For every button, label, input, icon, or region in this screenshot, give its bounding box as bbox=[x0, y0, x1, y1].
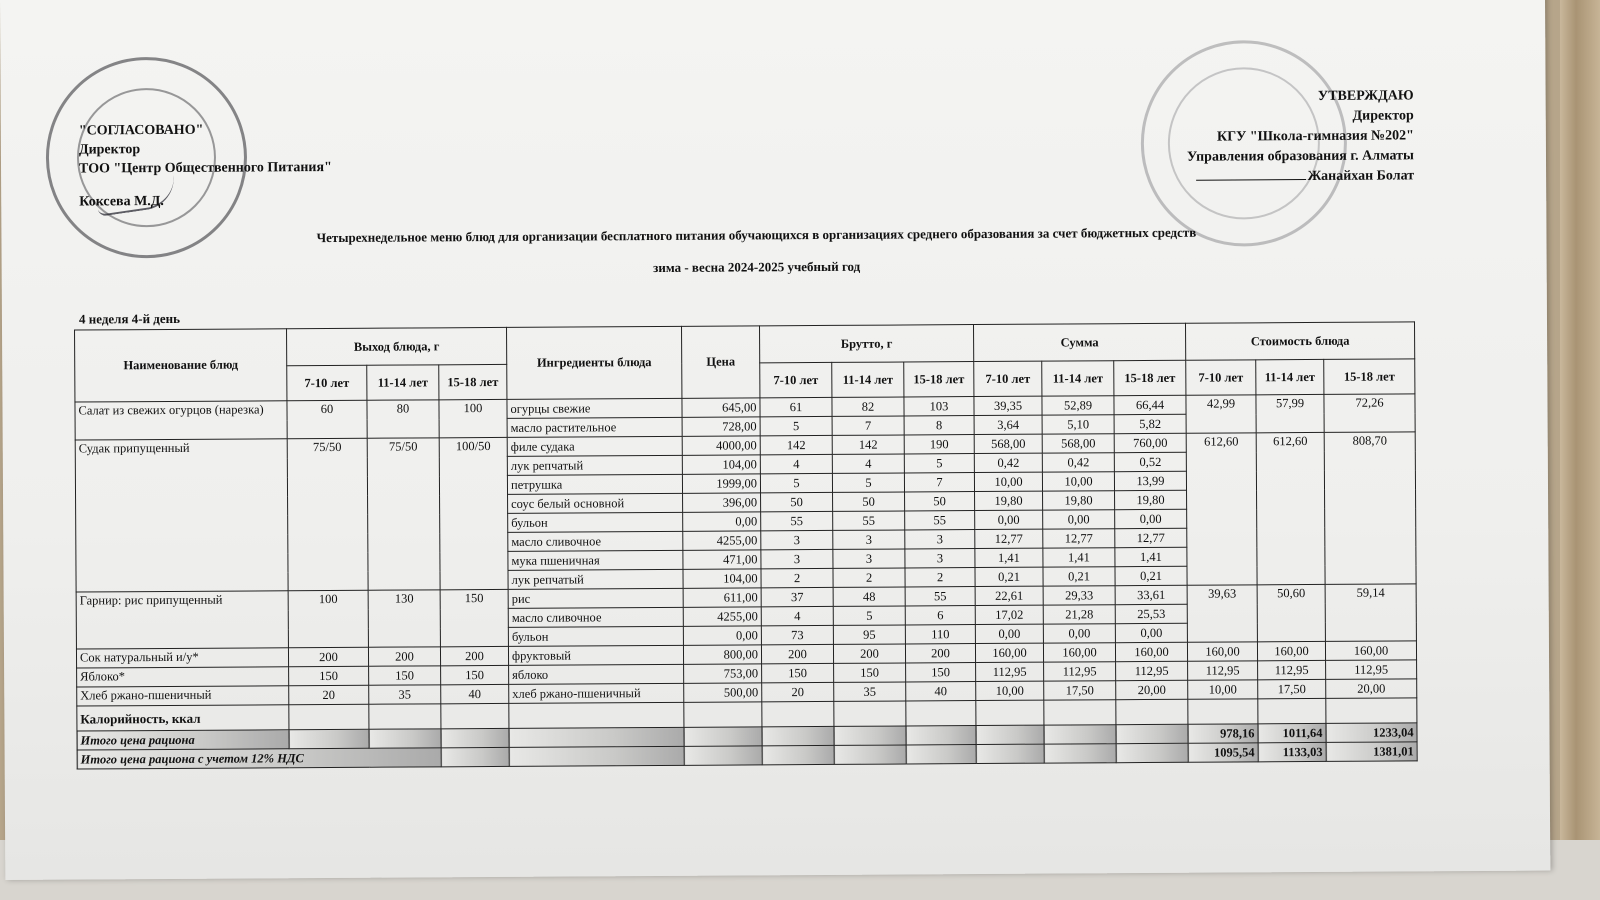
header-cost-age2: 11-14 лет bbox=[1256, 359, 1324, 394]
approve-dept: Управления образования г. Алматы bbox=[1186, 148, 1415, 165]
sum-cell: 19,80 bbox=[1115, 490, 1187, 509]
gross-cell: 61 bbox=[760, 397, 832, 416]
sum-cell: 10,00 bbox=[1042, 472, 1114, 491]
sum-cell: 160,00 bbox=[1043, 643, 1115, 662]
output-cell: 60 bbox=[287, 400, 367, 438]
gross-cell: 142 bbox=[760, 435, 832, 454]
output-cell: 200 bbox=[440, 646, 508, 665]
price-cell: 0,00 bbox=[683, 512, 761, 531]
gross-cell: 6 bbox=[905, 606, 975, 625]
output-cell: 100 bbox=[439, 399, 507, 437]
total-value: 1011,64 bbox=[1258, 723, 1326, 742]
price-cell: 396,00 bbox=[683, 493, 761, 512]
cost-cell: 50,60 bbox=[1257, 584, 1325, 641]
agreed-company: ТОО "Центр Общественного Питания" bbox=[78, 159, 332, 177]
sum-cell: 160,00 bbox=[1115, 642, 1187, 661]
cost-cell: 17,50 bbox=[1258, 679, 1326, 698]
sum-cell: 12,77 bbox=[1115, 528, 1187, 547]
gross-cell: 3 bbox=[833, 530, 905, 549]
sum-cell: 1,41 bbox=[1115, 547, 1187, 566]
ingredient-cell: петрушка bbox=[507, 474, 682, 494]
ingredient-cell: огурцы свежие bbox=[507, 398, 682, 418]
title-line-2: зима - весна 2024-2025 учебный год bbox=[653, 258, 861, 276]
total-label: Итого цена рациона bbox=[77, 730, 289, 750]
header-output: Выход блюда, г bbox=[287, 327, 507, 365]
sum-cell: 0,00 bbox=[975, 510, 1043, 529]
sum-cell: 39,35 bbox=[974, 396, 1042, 415]
sum-cell: 760,00 bbox=[1114, 433, 1186, 452]
gross-cell: 40 bbox=[906, 682, 976, 701]
ingredient-cell: лук репчатый bbox=[508, 569, 683, 589]
gross-cell: 55 bbox=[905, 587, 975, 606]
sum-cell: 112,95 bbox=[976, 662, 1044, 681]
total-vat-value: 1381,01 bbox=[1326, 742, 1417, 762]
header-gross-age2: 11-14 лет bbox=[832, 362, 904, 397]
gross-cell: 35 bbox=[834, 682, 906, 701]
gross-cell: 2 bbox=[905, 568, 975, 587]
gross-cell: 3 bbox=[761, 530, 833, 549]
sum-cell: 12,77 bbox=[1043, 529, 1115, 548]
gross-cell: 50 bbox=[833, 492, 905, 511]
total-vat-label: Итого цена рациона с учетом 12% НДС bbox=[77, 748, 441, 769]
sum-cell: 5,82 bbox=[1114, 414, 1186, 433]
price-cell: 645,00 bbox=[682, 398, 760, 417]
output-cell: 150 bbox=[441, 665, 509, 684]
cost-cell: 160,00 bbox=[1257, 641, 1325, 660]
gross-cell: 5 bbox=[760, 473, 832, 492]
document-title bbox=[241, 216, 1271, 286]
price-cell: 4000,00 bbox=[682, 436, 760, 455]
gross-cell: 3 bbox=[761, 549, 833, 568]
price-cell: 4255,00 bbox=[683, 607, 761, 626]
price-cell: 471,00 bbox=[683, 550, 761, 569]
gross-cell: 37 bbox=[761, 587, 833, 606]
cost-cell: 59,14 bbox=[1325, 584, 1416, 642]
agreed-label: "СОГЛАСОВАНО" bbox=[78, 122, 204, 139]
sum-cell: 17,50 bbox=[1044, 681, 1116, 700]
sum-cell: 0,00 bbox=[1115, 509, 1187, 528]
gross-cell: 73 bbox=[761, 625, 833, 644]
gross-cell: 3 bbox=[833, 549, 905, 568]
sum-cell: 5,10 bbox=[1042, 415, 1114, 434]
gross-cell: 4 bbox=[760, 454, 832, 473]
sum-cell: 19,80 bbox=[1043, 491, 1115, 510]
cost-cell: 39,63 bbox=[1187, 585, 1257, 642]
header-sum: Сумма bbox=[974, 323, 1186, 361]
approve-label: УТВЕРЖДАЮ bbox=[1317, 88, 1414, 104]
header-gross-age3: 15-18 лет bbox=[904, 362, 974, 397]
gross-cell: 4 bbox=[761, 606, 833, 625]
gross-cell: 95 bbox=[833, 625, 905, 644]
agreed-position: Директор bbox=[78, 142, 141, 158]
gross-cell: 20 bbox=[762, 682, 834, 701]
sum-cell: 568,00 bbox=[1042, 434, 1114, 453]
gross-cell: 50 bbox=[761, 492, 833, 511]
header-cost-age3: 15-18 лет bbox=[1324, 359, 1415, 395]
output-cell: 150 bbox=[289, 666, 369, 685]
gross-cell: 55 bbox=[761, 511, 833, 530]
gross-cell: 190 bbox=[904, 435, 974, 454]
sum-cell: 0,21 bbox=[975, 567, 1043, 586]
gross-cell: 5 bbox=[833, 606, 905, 625]
ingredient-cell: филе судака bbox=[507, 436, 682, 456]
ingredient-cell: яблоко bbox=[509, 664, 684, 684]
ingredient-cell: лук репчатый bbox=[507, 455, 682, 475]
cost-cell: 612,60 bbox=[1256, 432, 1325, 584]
approve-block bbox=[1187, 86, 1415, 187]
sum-cell: 10,00 bbox=[976, 681, 1044, 700]
price-cell: 728,00 bbox=[682, 417, 760, 436]
cost-cell: 808,70 bbox=[1324, 432, 1416, 585]
gross-cell: 103 bbox=[904, 397, 974, 416]
total-vat-value: 1095,54 bbox=[1188, 743, 1258, 762]
sum-cell: 21,28 bbox=[1043, 605, 1115, 624]
gross-cell: 4 bbox=[832, 454, 904, 473]
ingredient-cell: масло сливочное bbox=[508, 531, 683, 551]
ingredient-cell: мука пшеничная bbox=[508, 550, 683, 570]
cost-cell: 20,00 bbox=[1326, 679, 1417, 699]
gross-cell: 50 bbox=[905, 492, 975, 511]
dish-name: Салат из свежих огурцов (нарезка) bbox=[75, 401, 287, 440]
sum-cell: 3,64 bbox=[974, 415, 1042, 434]
ingredient-cell: хлеб ржано-пшеничный bbox=[509, 683, 684, 703]
output-cell: 75/50 bbox=[367, 438, 440, 590]
sum-cell: 17,02 bbox=[975, 605, 1043, 624]
sum-cell: 19,80 bbox=[975, 491, 1043, 510]
cost-cell: 612,60 bbox=[1186, 433, 1257, 585]
sum-cell: 66,44 bbox=[1114, 395, 1186, 414]
title-line-1: Четырехнедельное меню блюд для организации бесплатного питания обучающихся в организациях среднего образования за счет бюджетных средств bbox=[316, 224, 1197, 246]
sum-cell: 568,00 bbox=[974, 434, 1042, 453]
price-cell: 800,00 bbox=[683, 645, 761, 664]
cost-cell: 10,00 bbox=[1188, 680, 1258, 699]
gross-cell: 2 bbox=[761, 568, 833, 587]
gross-cell: 8 bbox=[904, 416, 974, 435]
output-cell: 100 bbox=[288, 590, 368, 647]
sum-cell: 10,00 bbox=[974, 472, 1042, 491]
output-cell: 40 bbox=[441, 684, 509, 703]
sum-cell: 0,00 bbox=[1043, 510, 1115, 529]
header-gross: Брутто, г bbox=[760, 325, 974, 363]
cost-cell: 112,95 bbox=[1188, 661, 1258, 680]
approve-name: Жанайхан Болат bbox=[1307, 168, 1415, 185]
sum-cell: 0,21 bbox=[1115, 566, 1187, 585]
dish-name: Яблоко* bbox=[77, 667, 289, 687]
header-sum-age1: 7-10 лет bbox=[974, 361, 1042, 396]
total-vat-value: 1133,03 bbox=[1258, 742, 1326, 761]
ingredient-cell: масло растительное bbox=[507, 417, 682, 437]
price-cell: 611,00 bbox=[683, 588, 761, 607]
gross-cell: 5 bbox=[904, 454, 974, 473]
header-sum-age2: 11-14 лет bbox=[1042, 361, 1114, 396]
menu-table bbox=[74, 321, 1418, 769]
sum-cell: 13,99 bbox=[1114, 471, 1186, 490]
gross-cell: 5 bbox=[832, 473, 904, 492]
gross-cell: 200 bbox=[833, 644, 905, 663]
sum-cell: 0,00 bbox=[1043, 624, 1115, 643]
dish-name: Гарнир: рис припущенный bbox=[76, 591, 288, 649]
header-price: Цена bbox=[682, 326, 760, 398]
agreed-block bbox=[79, 120, 332, 212]
sum-cell: 160,00 bbox=[975, 643, 1043, 662]
ingredient-cell: масло сливочное bbox=[508, 607, 683, 627]
sum-cell: 25,53 bbox=[1115, 604, 1187, 623]
gross-cell: 3 bbox=[905, 530, 975, 549]
gross-cell: 150 bbox=[834, 663, 906, 682]
header-sum-age3: 15-18 лет bbox=[1114, 360, 1186, 395]
dish-name: Сок натуральный и/у* bbox=[76, 648, 288, 668]
wood-background bbox=[1560, 0, 1600, 900]
gross-cell: 7 bbox=[832, 416, 904, 435]
gross-cell: 150 bbox=[906, 663, 976, 682]
output-cell: 200 bbox=[368, 647, 440, 666]
output-cell: 200 bbox=[288, 647, 368, 666]
gross-cell: 142 bbox=[832, 435, 904, 454]
sum-cell: 12,77 bbox=[975, 529, 1043, 548]
output-cell: 20 bbox=[289, 685, 369, 704]
gross-cell: 110 bbox=[905, 625, 975, 644]
total-value: 1233,04 bbox=[1326, 723, 1417, 743]
output-cell: 35 bbox=[369, 685, 441, 704]
gross-cell: 150 bbox=[762, 663, 834, 682]
ingredient-cell: бульон bbox=[508, 512, 683, 532]
sum-cell: 0,00 bbox=[1115, 623, 1187, 642]
sum-cell: 0,00 bbox=[975, 624, 1043, 643]
gross-cell: 55 bbox=[905, 511, 975, 530]
cost-cell: 72,26 bbox=[1324, 394, 1415, 433]
sum-cell: 52,89 bbox=[1042, 396, 1114, 415]
gross-cell: 82 bbox=[832, 397, 904, 416]
header-cost-age1: 7-10 лет bbox=[1186, 360, 1256, 395]
header-out-age3: 15-18 лет bbox=[439, 364, 507, 399]
output-cell: 130 bbox=[368, 590, 440, 647]
output-cell: 80 bbox=[367, 400, 439, 438]
cost-cell: 160,00 bbox=[1325, 641, 1416, 661]
header-out-age2: 11-14 лет bbox=[367, 365, 439, 400]
sum-cell: 0,52 bbox=[1114, 452, 1186, 471]
price-cell: 0,00 bbox=[683, 626, 761, 645]
sum-cell: 0,21 bbox=[1043, 567, 1115, 586]
sum-cell: 0,42 bbox=[974, 453, 1042, 472]
gross-cell: 5 bbox=[760, 416, 832, 435]
sum-cell: 0,42 bbox=[1042, 453, 1114, 472]
approve-name-line bbox=[1187, 166, 1414, 187]
cost-cell: 57,99 bbox=[1256, 394, 1324, 432]
ingredient-cell: бульон bbox=[508, 626, 683, 646]
sum-cell: 112,95 bbox=[1116, 661, 1188, 680]
gross-cell: 55 bbox=[833, 511, 905, 530]
sum-cell: 1,41 bbox=[975, 548, 1043, 567]
sum-cell: 33,61 bbox=[1115, 585, 1187, 604]
dish-name: Хлеб ржано-пшеничный bbox=[77, 686, 289, 706]
sum-cell: 20,00 bbox=[1116, 680, 1188, 699]
ingredient-cell: фруктовый bbox=[508, 645, 683, 665]
agreed-name: Коксева М.Д. bbox=[79, 194, 164, 210]
gross-cell: 200 bbox=[761, 644, 833, 663]
dish-name: Судак припущенный bbox=[75, 439, 288, 592]
week-day-label: 4 неделя 4-й день bbox=[78, 310, 181, 327]
header-gross-age1: 7-10 лет bbox=[760, 362, 832, 397]
cost-cell: 112,95 bbox=[1258, 660, 1326, 679]
cost-cell: 160,00 bbox=[1187, 642, 1257, 661]
approve-position: Директор bbox=[1352, 108, 1414, 124]
cost-cell: 42,99 bbox=[1186, 395, 1256, 433]
sum-cell: 1,41 bbox=[1043, 548, 1115, 567]
price-cell: 1999,00 bbox=[682, 474, 760, 493]
gross-cell: 3 bbox=[905, 549, 975, 568]
price-cell: 4255,00 bbox=[683, 531, 761, 550]
total-value: 978,16 bbox=[1188, 724, 1258, 743]
price-cell: 104,00 bbox=[682, 455, 760, 474]
output-cell: 150 bbox=[440, 589, 508, 646]
gross-cell: 48 bbox=[833, 587, 905, 606]
sum-cell: 22,61 bbox=[975, 586, 1043, 605]
sum-cell: 29,33 bbox=[1043, 586, 1115, 605]
output-cell: 100/50 bbox=[439, 437, 508, 589]
ingredient-cell: соус белый основной bbox=[508, 493, 683, 513]
output-cell: 150 bbox=[369, 666, 441, 685]
gross-cell: 7 bbox=[904, 473, 974, 492]
sum-cell: 112,95 bbox=[1044, 662, 1116, 681]
header-out-age1: 7-10 лет bbox=[287, 365, 367, 400]
gross-cell: 2 bbox=[833, 568, 905, 587]
cost-cell: 112,95 bbox=[1326, 660, 1417, 680]
price-cell: 104,00 bbox=[683, 569, 761, 588]
output-cell: 75/50 bbox=[287, 438, 368, 590]
header-dish: Наименование блюд bbox=[75, 329, 287, 402]
approve-org: КГУ "Школа-гимназия №202" bbox=[1216, 128, 1414, 145]
gross-cell: 200 bbox=[905, 644, 975, 663]
calories-label: Калорийность, ккал bbox=[77, 705, 289, 731]
header-ingredients: Ингредиенты блюда bbox=[507, 326, 682, 399]
price-cell: 753,00 bbox=[684, 664, 762, 683]
price-cell: 500,00 bbox=[684, 683, 762, 702]
header-cost: Стоимость блюда bbox=[1186, 322, 1415, 360]
ingredient-cell: рис bbox=[508, 588, 683, 608]
